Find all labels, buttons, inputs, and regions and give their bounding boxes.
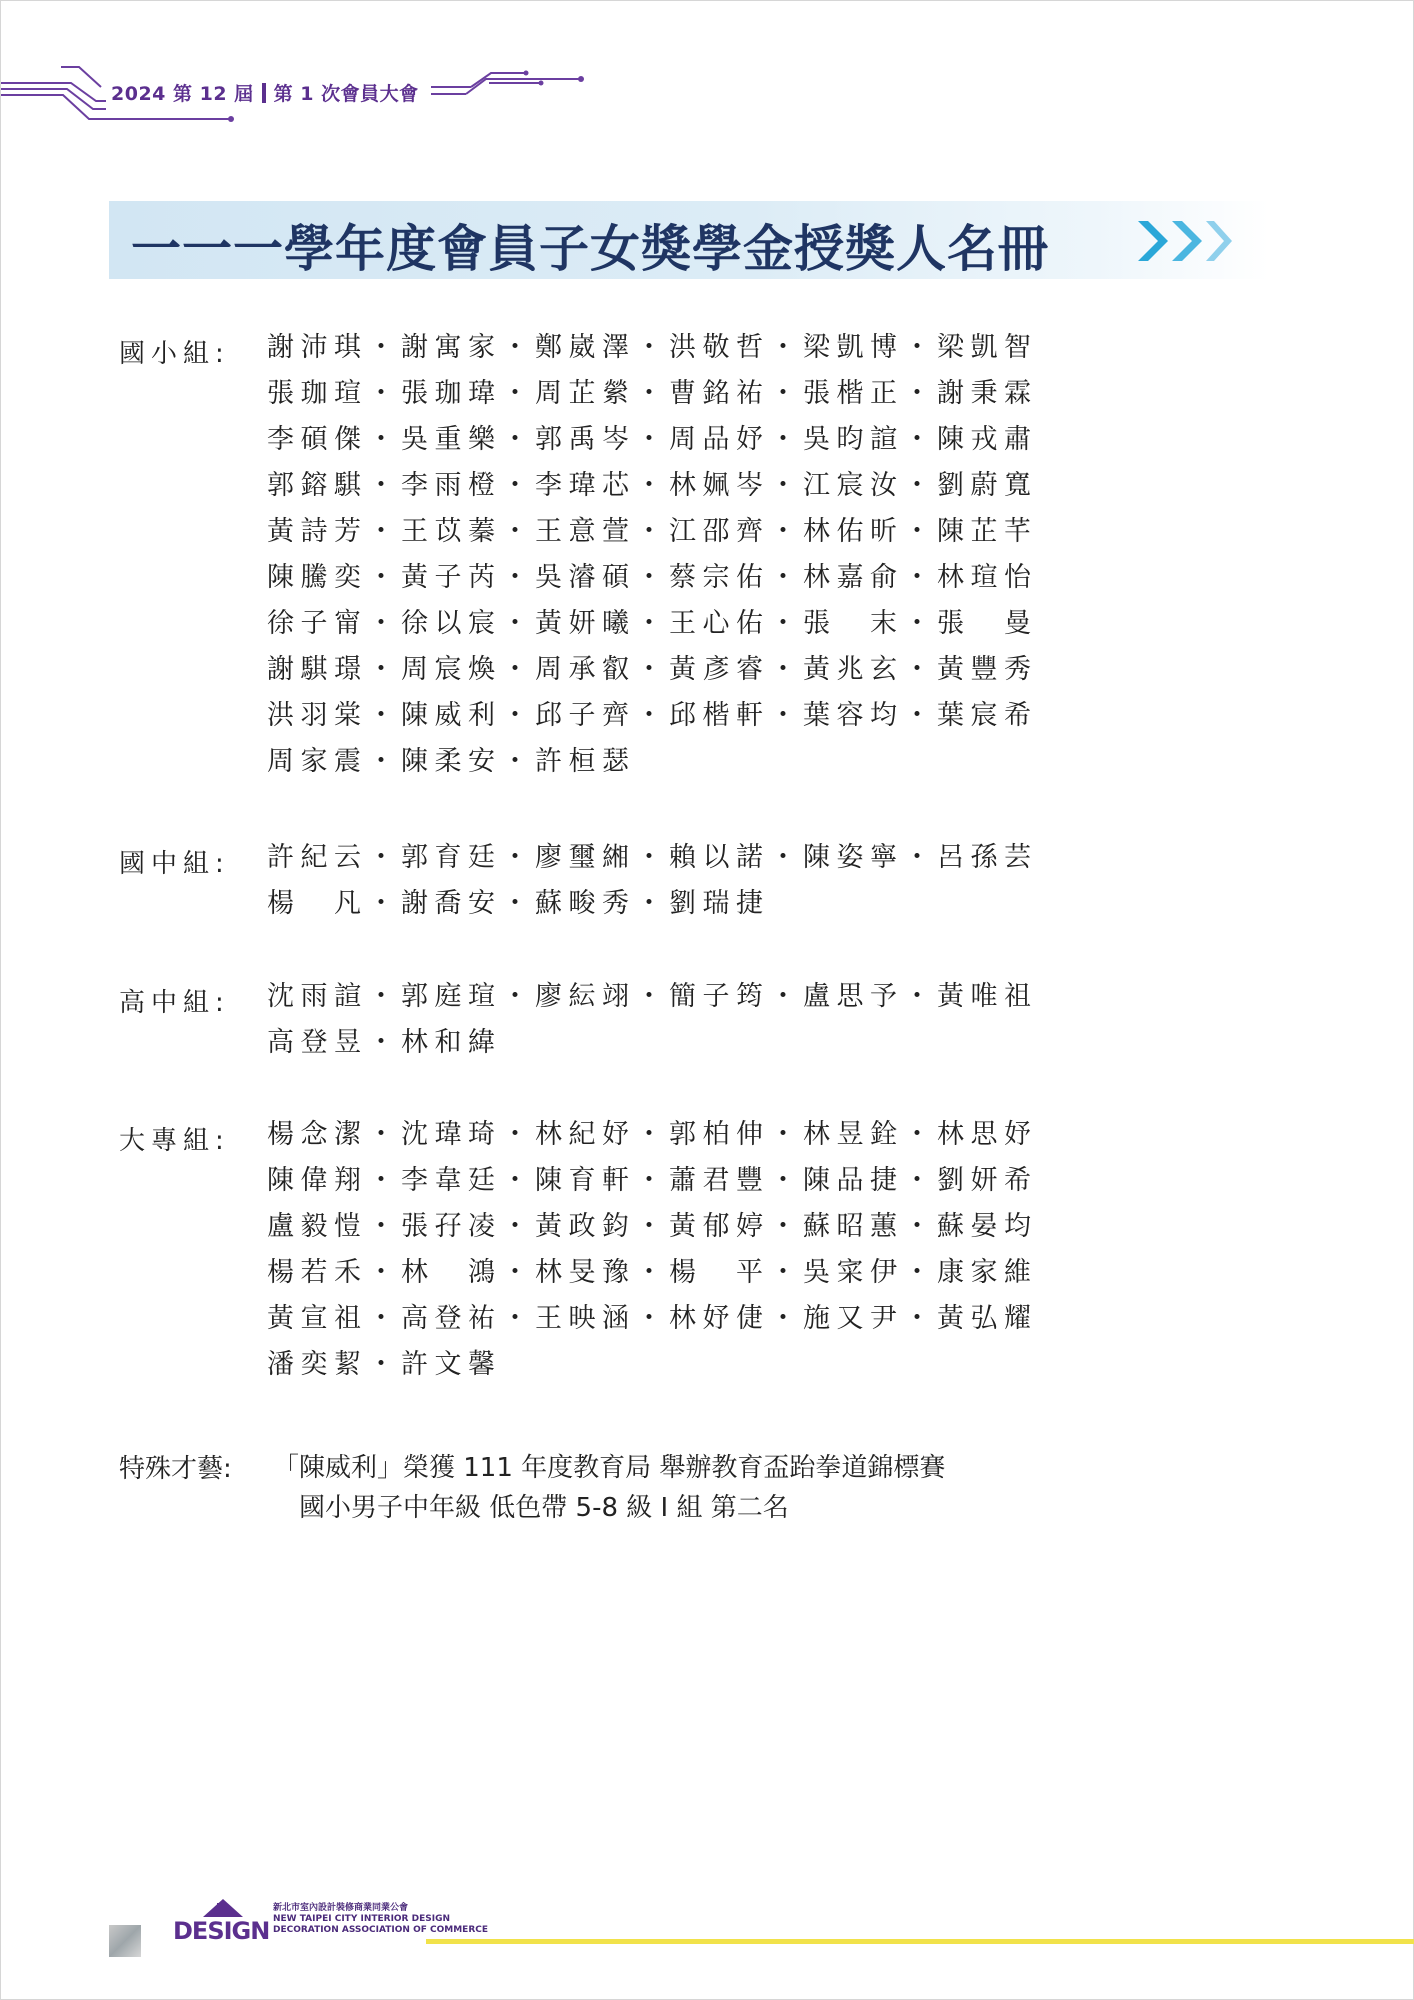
name-line: 盧毅愷・張孖凌・黃政鈞・黃郁婷・蘇昭蕙・蘇晏均 (267, 1211, 1038, 1242)
name-line: 謝騏璟・周宸煥・周承叡・黃彥睿・黃兆玄・黃豐秀 (267, 654, 1038, 685)
special-talent-text (273, 1448, 945, 1528)
logo-word: DESIGN (173, 1917, 270, 1943)
org-name-line: 新北市室內設計裝修商業同業公會 (273, 1903, 409, 1913)
name-line: 徐子甯・徐以宸・黃妍曦・王心佑・張 末・張 曼 (267, 608, 1038, 639)
name-list (267, 1112, 1038, 1388)
name-line: 楊 凡・謝喬安・蘇畯秀・劉瑞捷 (267, 888, 770, 919)
design-logo (173, 1897, 273, 1943)
title-banner (109, 201, 1269, 279)
name-line: 楊若禾・林 鴻・林旻豫・楊 平・吳寀伊・康家維 (267, 1257, 1038, 1288)
special-talent-label: 特殊才藝: (119, 1454, 232, 1484)
header-edition: 2024 第 12 屆 (111, 83, 254, 105)
page-corner-square (109, 1925, 141, 1957)
name-list (267, 835, 1038, 927)
name-line: 郭鎔騏・李雨橙・李瑋芯・林姵岑・江宸汝・劉蔚寬 (267, 470, 1038, 501)
name-line: 許紀云・郭育廷・廖璽緗・賴以諾・陳姿寧・呂孫芸 (267, 842, 1038, 873)
name-list (267, 974, 1038, 1066)
name-line: 洪羽棠・陳威利・邱子齊・邱楷軒・葉容均・葉宸希 (267, 700, 1038, 731)
page-title: 一一一學年度會員子女獎學金授獎人名冊 (131, 219, 1049, 278)
chevron-arrows-icon (1136, 215, 1236, 267)
group-label: 高中組: (119, 988, 230, 1018)
name-line: 陳騰奕・黃子芮・吳濬碩・蔡宗佑・林嘉俞・林瑄怡 (267, 562, 1038, 593)
header-text (111, 79, 419, 106)
special-talent-line: 「陳威利」榮獲 111 年度教育局 舉辦教育盃跆拳道錦標賽 (273, 1453, 946, 1483)
header-meeting: 第 1 次會員大會 (273, 83, 419, 105)
org-name-line: NEW TAIPEI CITY INTERIOR DESIGN (273, 1914, 450, 1924)
name-line: 李碩傑・吳重樂・郭禹岑・周品妤・吳昀諠・陳戎肅 (267, 424, 1038, 455)
name-line: 陳偉翔・李韋廷・陳育軒・蕭君豐・陳品捷・劉妍希 (267, 1165, 1038, 1196)
header-separator (262, 83, 266, 103)
name-line: 沈雨諠・郭庭瑄・廖紜翊・簡子筠・盧思予・黃唯祖 (267, 981, 1038, 1012)
name-line: 周家震・陳柔安・許桓瑟 (267, 746, 636, 777)
group-label: 大專組: (119, 1126, 230, 1156)
org-name-line: DECORATION ASSOCIATION OF COMMERCE (273, 1925, 489, 1935)
group-label: 國小組: (119, 339, 230, 369)
name-line: 楊念潔・沈瑋琦・林紀妤・郭柏伸・林昱銓・林思妤 (267, 1119, 1038, 1150)
org-name (273, 1903, 488, 1936)
name-line: 高登昱・林和緯 (267, 1027, 502, 1058)
name-line: 謝沛琪・謝寓家・鄭崴澤・洪敬哲・梁凱博・梁凱智 (267, 332, 1038, 363)
group-label: 國中組: (119, 849, 230, 879)
name-line: 黃宣祖・高登祐・王映涵・林妤倢・施又尹・黃弘耀 (267, 1303, 1038, 1334)
name-line: 潘奕絜・許文馨 (267, 1349, 502, 1380)
special-talent-line: 國小男子中年級 低色帶 5-8 級 I 組 第二名 (299, 1493, 789, 1523)
name-line: 張珈瑄・張珈瑋・周芷縈・曹銘祐・張楷正・謝秉霖 (267, 378, 1038, 409)
name-list (267, 325, 1038, 785)
footer-rule (426, 1939, 1414, 1944)
name-line: 黃詩芳・王苡蓁・王意萱・江邵齊・林佑昕・陳芷芊 (267, 516, 1038, 547)
